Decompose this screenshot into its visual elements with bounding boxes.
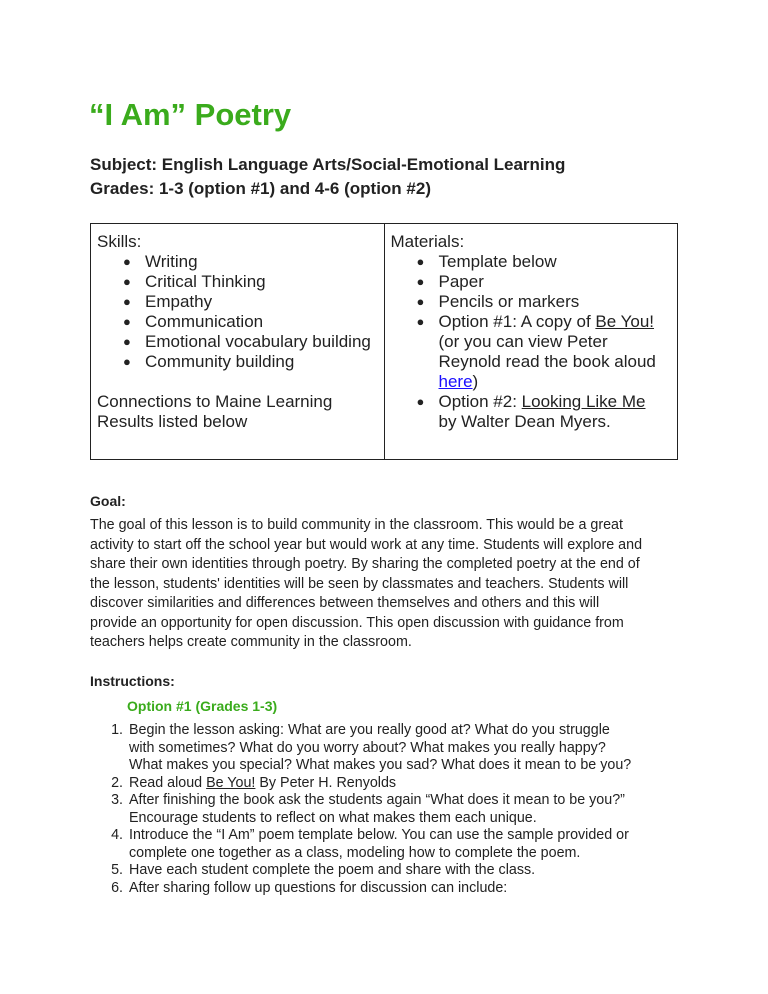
be-you-title: Be You!	[206, 774, 256, 791]
list-item: ● Writing	[145, 252, 378, 272]
grades-line: Grades: 1-3 (option #1) and 4-6 (option #2)	[90, 179, 431, 198]
skills-list	[97, 252, 378, 372]
goal-line: The goal of this lesson is to build community in the classroom. This would be a great	[90, 517, 623, 533]
list-item: 2. Read aloud Be You! By Peter H. Renyolds	[127, 775, 727, 793]
skills-cell	[91, 224, 384, 459]
instructions-list	[90, 722, 727, 897]
goal-line: share their own identities through poetry. By sharing the completed poetry at the end of	[90, 556, 640, 572]
list-item: ● Pencils or markers	[439, 292, 664, 312]
list-item: 3. After finishing the book ask the students again “What does it mean to be you?” Encourage students to reflect on what makes them each unique.	[127, 792, 727, 827]
list-item	[439, 312, 664, 392]
list-item: ● Community building	[145, 352, 378, 372]
goal-heading: Goal:	[90, 493, 126, 509]
list-item: ● Empathy	[145, 292, 378, 312]
list-item: ● Critical Thinking	[145, 272, 378, 292]
be-you-title: Be You!	[595, 312, 655, 331]
option1-rest: (or you can view Peter Reynold read the book aloud	[438, 332, 656, 371]
goal-line: activity to start off the school year but would work at any time. Students will explore and	[90, 536, 643, 553]
subject-line: Subject: English Language Arts/Social-Emotional Learning	[90, 155, 566, 174]
goal-line: teachers helps create community in the classroom.	[90, 634, 412, 650]
connections-note: Connections to Maine Learning Results listed below	[97, 392, 333, 431]
list-item: ● Template below	[439, 252, 664, 272]
here-link[interactable]: here	[438, 372, 473, 391]
list-item	[439, 392, 664, 432]
skills-heading: Skills:	[97, 232, 142, 251]
option1-close: )	[472, 372, 479, 391]
goal-paragraph	[90, 516, 690, 653]
list-item: ● Communication	[145, 312, 378, 332]
list-item: 6. After sharing follow up questions for discussion can include:	[127, 880, 727, 898]
looking-like-me-title: Looking Like Me	[521, 392, 646, 411]
list-item: 5. Have each student complete the poem and share with the class.	[127, 862, 727, 880]
materials-list	[391, 252, 672, 432]
goal-line: discover similarities and differences between themselves and others and this will	[90, 595, 600, 611]
list-item: 4. Introduce the “I Am” poem template below. You can use the sample provided or complete one together as a class, modeling how to complete the poem.	[127, 827, 727, 862]
list-item: 1. Begin the lesson asking: What are you really good at? What do you struggle with sometimes? What do you worry about? What makes you really happy? What makes you special? What makes you sad? What does it mean to be you?	[127, 722, 727, 775]
goal-line: provide an opportunity for open discussion. This open discussion with guidance from	[90, 614, 624, 631]
list-item: ● Emotional vocabulary building	[145, 332, 378, 352]
goal-line: the lesson, students' identities will be seen by classmates and teachers. Students will	[90, 575, 629, 592]
instructions-heading: Instructions:	[90, 673, 175, 689]
option1-heading: Option #1 (Grades 1-3)	[127, 698, 278, 714]
skills-materials-table	[90, 223, 678, 460]
page-title: “I Am” Poetry	[89, 97, 292, 132]
option2-rest: by Walter Dean Myers.	[438, 412, 611, 431]
list-item: ● Paper	[439, 272, 664, 292]
materials-cell	[384, 224, 678, 459]
materials-heading: Materials:	[390, 232, 465, 251]
option1-text: Option #1: A copy of	[438, 312, 596, 331]
option2-text: Option #2:	[438, 392, 522, 411]
